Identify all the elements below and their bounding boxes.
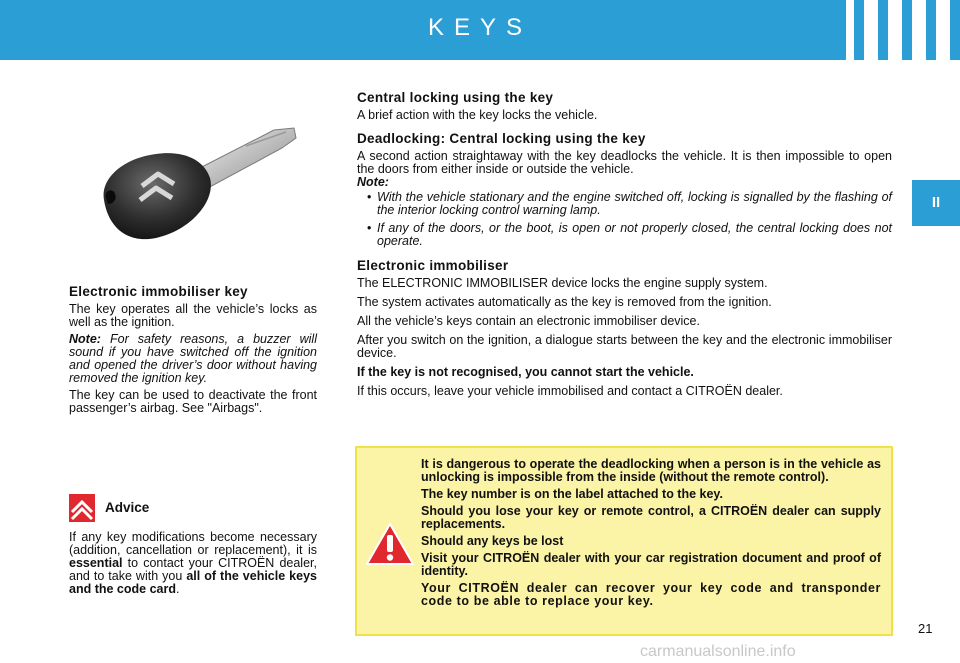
immobiliser-key-heading: Electronic immobiliser key	[69, 284, 248, 299]
deadlocking-heading: Deadlocking: Central locking using the key	[357, 131, 646, 146]
immobiliser-p3: All the vehicle’s keys contain an electronic immobiliser device.	[357, 314, 700, 328]
advice-icon	[69, 494, 95, 522]
deadlocking-notes	[357, 191, 892, 248]
immobiliser-p1: The ELECTRONIC IMMOBILISER device locks the engine supply system.	[357, 276, 768, 290]
airbag-text: The key can be used to deactivate the front passenger’s airbag. See "Airbags".	[69, 388, 317, 415]
advice-text: If any key modifications become necessary (addition, cancellation or replacement), it is essential to contact your CITROËN dealer, and to take with you all of the vehicle keys and the code card.	[69, 530, 317, 596]
warning-box	[355, 446, 893, 636]
warning-line: Should you lose your key or remote control, a CITROËN dealer can supply replacements.	[421, 504, 881, 531]
page-number: 21	[918, 621, 933, 636]
immobiliser-p2: The system activates automatically as the key is removed from the ignition.	[357, 295, 772, 309]
advice-heading: Advice	[105, 500, 150, 515]
immobiliser-p5: If this occurs, leave your vehicle immobilised and contact a CITROËN dealer.	[357, 384, 783, 398]
right-column	[357, 90, 892, 402]
advice-section	[69, 531, 317, 600]
warning-line: Your CITROËN dealer can recover your key code and transponder code to be able to replace your key.	[421, 581, 881, 608]
page-header	[0, 0, 960, 60]
warning-line: It is dangerous to operate the deadlocking when a person is in the vehicle as unlocking is impossible from the inside (without the remote control).	[421, 457, 881, 484]
warning-line: The key number is on the label attached to the key.	[421, 487, 723, 501]
section-tab[interactable]: II	[912, 180, 960, 226]
warning-icon	[365, 522, 415, 566]
immobiliser-key-section	[69, 284, 317, 419]
note-item: • With the vehicle stationary and the engine switched off, locking is signalled by the flashing of the interior locking control warning lamp.	[367, 191, 892, 217]
page-title: KEYS	[427, 14, 533, 41]
deadlocking-note-label: Note:	[357, 175, 389, 189]
immobiliser-key-note: Note: For safety reasons, a buzzer will sound if you have switched off the ignition and opened the driver’s door without having removed the ignition key.	[69, 332, 317, 385]
central-locking-heading: Central locking using the key	[357, 90, 554, 105]
warning-line: Visit your CITROËN dealer with your car registration document and proof of identity.	[421, 551, 881, 578]
immobiliser-p4: After you switch on the ignition, a dialogue starts between the key and the electronic immobiliser device.	[357, 333, 892, 360]
warning-line: Should any keys be lost	[421, 534, 564, 548]
central-locking-text: A brief action with the key locks the vehicle.	[357, 108, 598, 122]
immobiliser-key-text: The key operates all the vehicle’s locks as well as the ignition.	[69, 302, 317, 329]
note-item: • If any of the doors, or the boot, is open or not properly closed, the central locking does not operate.	[367, 222, 892, 248]
watermark: carmanualsonline.info	[640, 643, 796, 660]
key-illustration	[96, 108, 302, 258]
warning-text	[421, 458, 881, 612]
immobiliser-warning-bold: If the key is not recognised, you cannot start the vehicle.	[357, 365, 694, 379]
immobiliser-heading: Electronic immobiliser	[357, 258, 509, 273]
deadlocking-text: A second action straightaway with the key deadlocks the vehicle. It is then impossible to open the doors from either inside or outside the vehicle.	[357, 149, 892, 176]
